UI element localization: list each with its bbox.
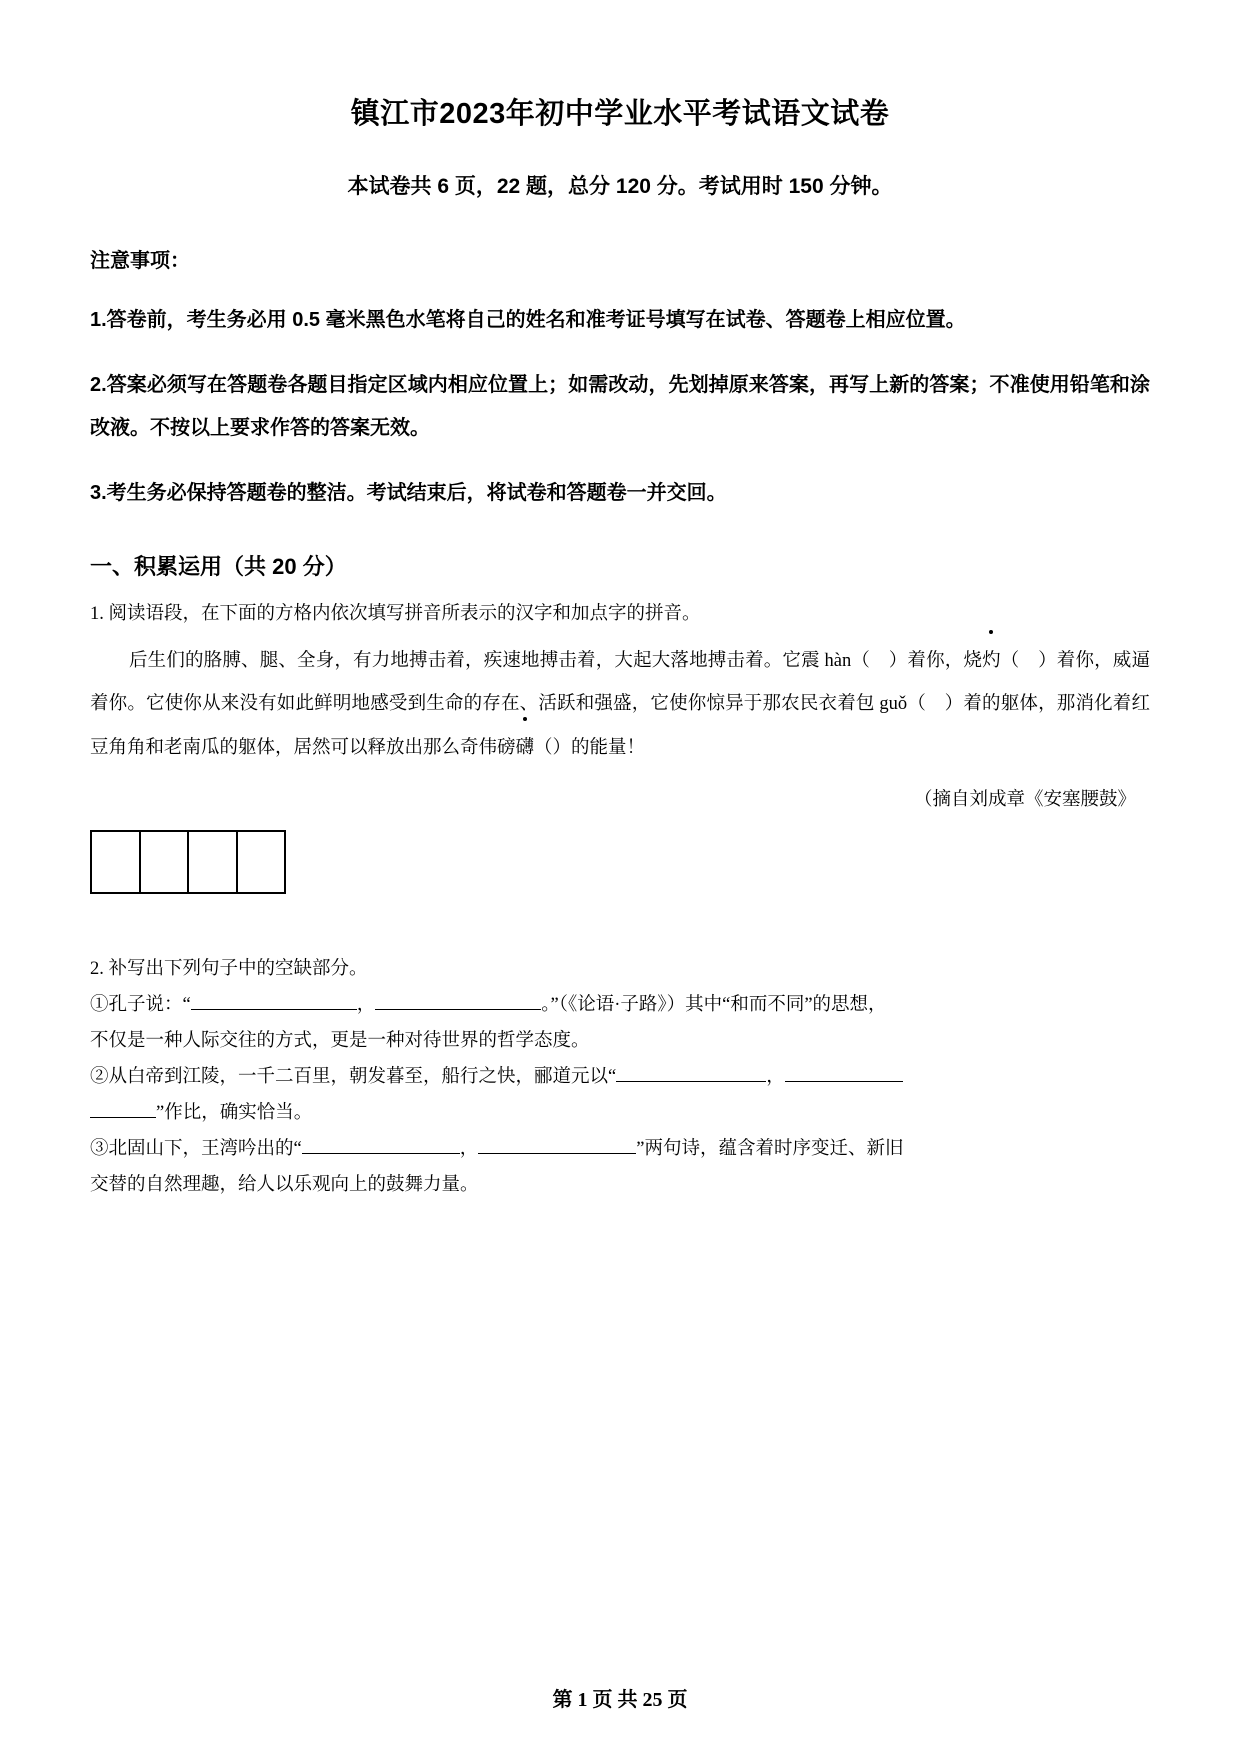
fill-blank[interactable]	[478, 1153, 636, 1154]
passage-attribution: （摘自刘成章《安塞腰鼓》	[913, 790, 1136, 811]
question-1-stem: 1. 阅读语段，在下面的方格内依次填写拼音所表示的汉字和加点字的拼音。	[90, 604, 701, 625]
passage-line-4: ）的能量！	[552, 737, 646, 758]
fill-blank[interactable]	[191, 1009, 357, 1010]
paper-subtitle: 本试卷共 6 页，22 题，总分 120 分。考试用时 150 分钟。	[347, 174, 893, 198]
fill-blank[interactable]	[90, 1117, 156, 1118]
fill-blank[interactable]	[616, 1081, 766, 1082]
emphasis-dot-char-zhuo: 灼	[982, 640, 1001, 683]
page-footer: 第 1 页 共 25 页	[552, 1689, 688, 1711]
answer-grid-cell[interactable]	[189, 832, 238, 892]
page-title: 镇江市2023年初中学业水平考试语文试卷	[350, 98, 890, 130]
notice-item-1: 1.答卷前，考生务必用 0.5 毫米黑色水笔将自己的姓名和准考证号填写在试卷、答题卷上相应位置。	[90, 309, 966, 332]
section-heading-1: 一、积累运用（共 20 分）	[90, 554, 347, 580]
answer-grid-cell[interactable]	[141, 832, 190, 892]
passage-line-3-pre: 那农民衣着包 guǒ（ ）着的躯体，那消化着红豆角角和老南瓜的躯体，居然可以释放出那么奇伟磅	[90, 694, 1150, 758]
passage-line-3-post: （	[534, 737, 553, 758]
notice-heading: 注意事项：	[90, 250, 190, 273]
question-2-item-3-cont: 交替的自然理趣，给人以乐观向上的鼓舞力量。	[90, 1175, 479, 1196]
notice-block	[90, 245, 1150, 515]
question-2	[90, 952, 1150, 1204]
question-2-item-1	[90, 987, 1150, 1023]
passage-line-1: 后生们的胳膊、腿、全身，有力地搏击着，疾速地搏击着，大起大落地搏击着。它震 hàn（ ）着你，	[128, 650, 964, 671]
item-3-text-a: ③北固山下，王湾吟出的“	[90, 1139, 302, 1160]
emphasis-dot-char-bo: 礴	[516, 727, 535, 770]
item-3-text-c: ”两句诗，蕴含着时序变迁、新旧	[636, 1139, 904, 1160]
question-2-item-2	[90, 1059, 1150, 1095]
item-1-text-b: ，	[356, 995, 376, 1015]
fill-blank[interactable]	[302, 1153, 460, 1154]
question-1	[90, 600, 1150, 894]
item-2-text-a: ②从白帝到江陵，一千二百里，朝发暮至，船行之快，郦道元以“	[90, 1067, 617, 1088]
question-2-item-1-cont: 不仅是一种人际交往的方式，更是一种对待世界的哲学态度。	[90, 1031, 590, 1052]
item-3-text-b: ，	[459, 1139, 479, 1160]
notice-item-2: 2.答案必须写在答题卷各题目指定区域内相应位置上；如需改动，先划掉原来答案，再写上新的答案；不准使用铅笔和涂改液。不按以上要求作答的答案无效。	[90, 374, 1150, 440]
item-2-text-b: ，	[766, 1067, 785, 1088]
item-2-text-c: ”作比，确实恰当。	[156, 1103, 313, 1124]
answer-grid-cell[interactable]	[238, 832, 287, 892]
passage-line-2-pre: 烧	[963, 650, 983, 671]
question-2-stem: 2. 补写出下列句子中的空缺部分。	[90, 958, 368, 979]
answer-grid-cell[interactable]	[92, 832, 141, 892]
item-1-text-c: 。”（《论语·子路》）其中“和而不同”的思想，	[541, 995, 887, 1015]
answer-grid[interactable]	[90, 830, 286, 894]
fill-blank[interactable]	[375, 1009, 541, 1010]
passage-line-2-post: （ ）着你，威逼着你。它使你从来没有如此鲜明地感受到生命的存在、活跃和强盛，它使你惊异于	[90, 650, 1150, 715]
fill-blank[interactable]	[785, 1081, 903, 1082]
item-1-text-a: ①孔子说：“	[90, 995, 191, 1015]
question-2-item-3	[90, 1131, 1150, 1167]
question-1-passage	[90, 640, 1150, 770]
question-2-item-2-cont	[90, 1095, 1150, 1131]
notice-item-3: 3.考生务必保持答题卷的整洁。考试结束后，将试卷和答题卷一并交回。	[90, 482, 727, 505]
